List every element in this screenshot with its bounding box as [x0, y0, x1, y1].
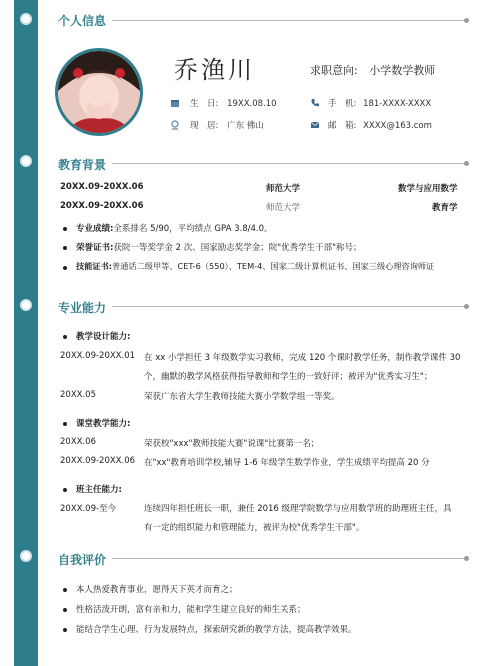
self-item: 能结合学生心理、行为发展特点，探索研究新的教学方法，提高教学效果。 [76, 625, 357, 635]
skill-date: 20XX.09-至今 [60, 504, 117, 514]
bullet-icon [63, 335, 67, 339]
location-icon [170, 120, 180, 130]
edu-school: 师范大学 [266, 203, 301, 213]
skill-group-title: 教学设计能力: [76, 332, 131, 342]
section-divider-dot [464, 556, 469, 561]
edu-major: 教育学 [432, 203, 458, 213]
section-divider-dot [464, 161, 469, 166]
avatar [55, 48, 143, 136]
self-item: 性格活泼开朗，富有亲和力，能和学生建立良好的师生关系； [76, 605, 306, 615]
binder-ring [20, 13, 32, 25]
job-intent-value: 小学数学教师 [369, 64, 436, 77]
section-divider [112, 20, 464, 21]
bullet-icon [63, 608, 67, 612]
phone-icon [310, 98, 320, 108]
skill-desc-line: 有一定的组织能力和管理能力，被评为校"优秀学生干部"。 [144, 523, 365, 533]
bullet-icon [63, 266, 67, 270]
bullet-icon [63, 628, 67, 632]
mail-icon [310, 120, 320, 130]
left-accent-bar [14, 0, 38, 666]
candidate-name: 乔渔川 [174, 56, 255, 84]
binder-ring [20, 550, 32, 562]
edu-item-text: 全系排名 5/90，平均绩点 GPA 3.8/4.0。 [113, 224, 273, 234]
edu-item [76, 222, 272, 234]
edu-item-label: 技能证书: [76, 261, 113, 271]
skill-desc-line: 连续四年担任班长一职，兼任 2016 级理学院数学与应用数学班的助理班主任，具 [144, 504, 452, 514]
skill-date: 20XX.09-20XX.01 [60, 351, 136, 361]
mail-row [328, 119, 432, 131]
phone-label: 手 机: [328, 99, 357, 109]
skill-group-title: 课堂教学能力: [76, 419, 131, 429]
job-intent-label: 求职意向: [310, 64, 358, 77]
edu-item [76, 261, 434, 272]
section-title-education: 教育背景 [58, 158, 107, 172]
birth-value: 19XX.08.10 [227, 99, 277, 109]
skill-date: 20XX.06 [60, 437, 96, 447]
birth-label: 生 日: [190, 99, 219, 109]
mail-label: 邮 箱: [328, 121, 357, 131]
edu-period: 20XX.09-20XX.06 [60, 182, 144, 192]
skill-desc-line: 在 xx 小学担任 3 年级数学实习教师，完成 120 个课时教学任务，制作教学课件 30 [144, 353, 461, 363]
section-divider [112, 558, 464, 559]
calendar-icon [170, 98, 180, 108]
birth-row [190, 97, 277, 109]
edu-school: 师范大学 [266, 184, 301, 194]
mail-value: XXXX@163.com [363, 121, 432, 131]
skill-date: 20XX.05 [60, 390, 96, 400]
section-title-personal: 个人信息 [58, 14, 107, 28]
home-label: 现 居: [190, 121, 219, 131]
edu-item-text: 普通话二级甲等、CET-6（550）、TEM-4、国家二级计算机证书、国家三级心理咨询师证 [112, 261, 435, 271]
skill-desc-line: 荣获校"xxx"教师技能大赛"说课"比赛第一名； [144, 439, 320, 449]
phone-row [328, 97, 431, 109]
section-divider [112, 163, 464, 164]
bullet-icon [63, 246, 67, 250]
skill-desc-line: 个，幽默的教学风格获得指导教师和学生的一致好评；被评为"优秀实习生"； [144, 372, 433, 382]
edu-major: 数学与应用数学 [398, 184, 458, 194]
home-value: 广东 佛山 [227, 121, 264, 131]
edu-period: 20XX.09-20XX.06 [60, 201, 144, 211]
edu-item [76, 241, 362, 253]
skill-date: 20XX.09-20XX.06 [60, 456, 136, 466]
section-divider [112, 306, 464, 307]
phone-value: 181-XXXX-XXXX [363, 99, 432, 109]
section-title-self: 自我评价 [58, 553, 107, 567]
section-divider-dot [464, 304, 469, 309]
section-title-skills: 专业能力 [58, 301, 107, 315]
edu-item-label: 荣誉证书: [76, 243, 114, 253]
binder-ring [20, 155, 32, 167]
edu-item-text: 获院一等奖学金 2 次、国家励志奖学金；院"优秀学生干部"称号； [113, 243, 362, 253]
edu-item-label: 专业成绩: [76, 224, 114, 234]
job-intent [310, 62, 435, 78]
binder-ring [20, 299, 32, 311]
skill-desc-line: 荣获广东省大学生教师技能大赛小学数学组一等奖。 [144, 392, 340, 402]
bullet-icon [63, 422, 67, 426]
skill-desc-line: 在"xx"教育培训学校,辅导 1-6 年级学生数学作业，学生成绩平均提高 20 分 [144, 458, 430, 468]
section-divider-dot [464, 18, 469, 23]
self-item: 本人热爱教育事业，愿得天下英才而育之； [76, 585, 238, 595]
bullet-icon [63, 488, 67, 492]
skill-group-title: 班主任能力: [76, 485, 122, 495]
home-row [190, 119, 264, 131]
bullet-icon [63, 227, 67, 231]
bullet-icon [63, 588, 67, 592]
